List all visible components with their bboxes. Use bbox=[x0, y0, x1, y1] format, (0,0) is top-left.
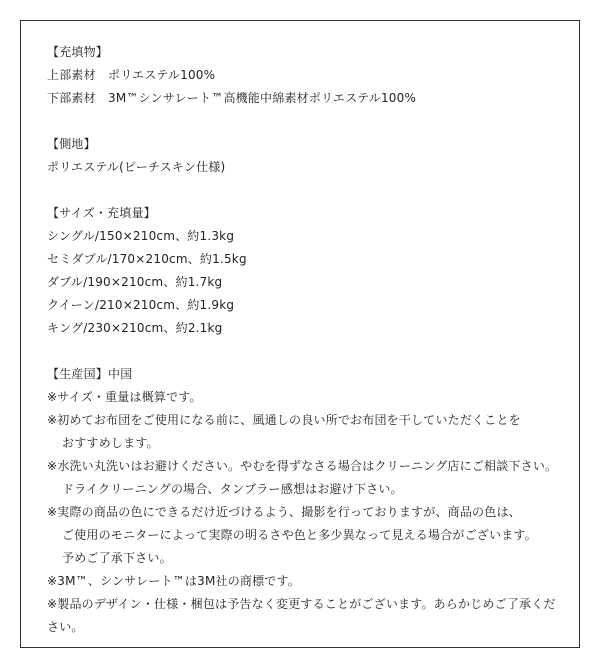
size-queen: クイーン/210×210cm、約1.9kg bbox=[47, 298, 235, 312]
filling-heading: 【充填物】 bbox=[47, 45, 109, 59]
side-material: ポリエステル(ピーチスキン仕様) bbox=[47, 160, 226, 174]
size-single: シングル/150×210cm、約1.3kg bbox=[47, 229, 235, 243]
spacer bbox=[47, 110, 567, 133]
filling-lower: 下部素材 3M™シンサレート™高機能中綿素材ポリエステル100% bbox=[47, 91, 417, 105]
size-double: ダブル/190×210cm、約1.7kg bbox=[47, 275, 223, 289]
note-line: さい。 bbox=[47, 620, 84, 634]
note-line: ご使用のモニターによって実際の明るさや色と多少異なって見える場合がございます。 bbox=[62, 528, 537, 542]
side-heading: 【側地】 bbox=[47, 137, 96, 151]
size-king: キング/230×210cm、約2.1kg bbox=[47, 321, 223, 335]
sizes-heading: 【サイズ・充填量】 bbox=[47, 206, 156, 220]
size-semi-double: セミダブル/170×210cm、約1.5kg bbox=[47, 252, 247, 266]
note-line: ※3M™、シンサレート™は3M社の商標です。 bbox=[47, 574, 300, 588]
spacer bbox=[47, 340, 567, 363]
filling-upper: 上部素材 ポリエステル100% bbox=[47, 68, 216, 82]
product-spec-text bbox=[47, 41, 567, 639]
note-line: ※実際の商品の色にできるだけ近づけるよう、撮影を行っておりますが、商品の色は、 bbox=[47, 505, 521, 519]
note-line: 予めご了承下さい。 bbox=[62, 551, 172, 565]
note-line: おすすめします。 bbox=[62, 436, 159, 450]
note-line: ※サイズ・重量は概算です。 bbox=[47, 390, 202, 404]
spacer bbox=[47, 179, 567, 202]
note-line: ドライクリーニングの場合、タンブラー感想はお避け下さい。 bbox=[62, 482, 403, 496]
note-line: ※製品のデザイン・仕様・梱包は予告なく変更することがございます。あらかじめご了承くだ bbox=[47, 597, 556, 611]
note-line: ※水洗い丸洗いはお避けください。やむを得ずなさる場合はクリーニング店にご相談下さい。 bbox=[47, 459, 558, 473]
origin-line: 【生産国】中国 bbox=[47, 367, 133, 381]
note-line: ※初めてお布団をご使用になる前に、風通しの良い所でお布団を干していただくことを bbox=[47, 413, 521, 427]
